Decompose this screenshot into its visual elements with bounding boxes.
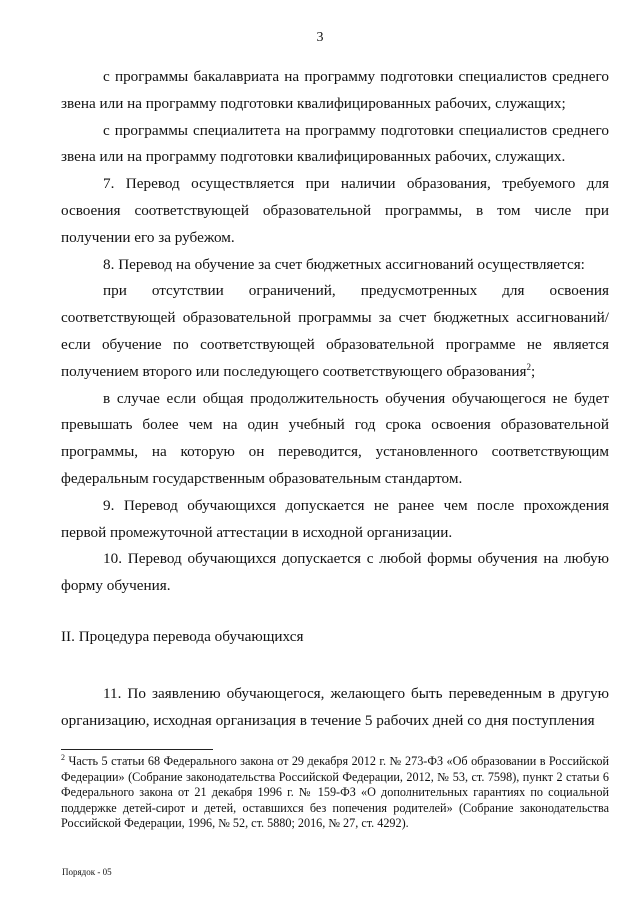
footnote: [61, 754, 609, 832]
section-heading: II. Процедура перевода обучающихся: [61, 627, 304, 645]
document-code: Порядок - 05: [62, 867, 112, 877]
paragraph-8-restrictions: [61, 278, 609, 385]
footnote-separator: [61, 749, 213, 750]
footnote-reference: 2: [526, 361, 531, 372]
footnote-text: Часть 5 статьи 68 Федерального закона от 29 декабря 2012 г. № 273-ФЗ «Об образовании в Российской Федерации» (Собрание законодательства Российской Федерации, 2012, № 53, ст. 7598), пункт 2 статьи 6 Федерального закона от 21 декабря 1996 г. № 159-ФЗ «О дополнительных гарантиях по социальной поддержке детей-сирот и детей, оставшихся без попечения родителей» (Собрание законодательства Российской Федерации, 1996, № 52, ст. 5880; 2016, № 27, ст. 4292).: [61, 754, 609, 830]
paragraph-7: 7. Перевод осуществляется при наличии образования, требуемого для освоения соответствующей образовательной программы, в том числе при получении его за рубежом.: [61, 175, 609, 246]
paragraph-11: 11. По заявлению обучающегося, желающего быть переведенным в другую организацию, исходная организация в течение 5 рабочих дней со дня поступления: [61, 684, 609, 729]
footnote-marker: 2: [61, 752, 65, 762]
paragraph-8-duration: в случае если общая продолжительность обучения обучающегося не будет превышать более чем на один учебный год срока освоения образовательной программы, на которую он переводится, установленного соответствующим федеральным государственным образовательным стандартом.: [61, 389, 609, 487]
paragraph-8: 8. Перевод на обучение за счет бюджетных ассигнований осуществляется:: [103, 255, 585, 273]
document-body: [61, 64, 609, 734]
paragraph-8-restrictions-text: при отсутствии ограничений, предусмотренных для освоения соответствующей образовательной программы за счет бюджетных ассигнований/если обучение по соответствующей образовательной программе не является получением второго или последующего соответствующего образования: [61, 282, 609, 380]
paragraph-bachelor: с программы бакалавриата на программу подготовки специалистов среднего звена или на программу подготовки квалифицированных рабочих, служащих;: [61, 68, 609, 112]
paragraph-8-end-punct: ;: [530, 362, 536, 380]
paragraph-10: 10. Перевод обучающихся допускается с любой формы обучения на любую форму обучения.: [61, 550, 609, 595]
page-number: 3: [316, 30, 324, 45]
paragraph-specialist: с программы специалитета на программу подготовки специалистов среднего звена или на программу подготовки квалифицированных рабочих, служащих.: [61, 121, 609, 166]
paragraph-9: 9. Перевод обучающихся допускается не ранее чем после прохождения первой промежуточной аттестации в исходной организации.: [61, 496, 609, 541]
